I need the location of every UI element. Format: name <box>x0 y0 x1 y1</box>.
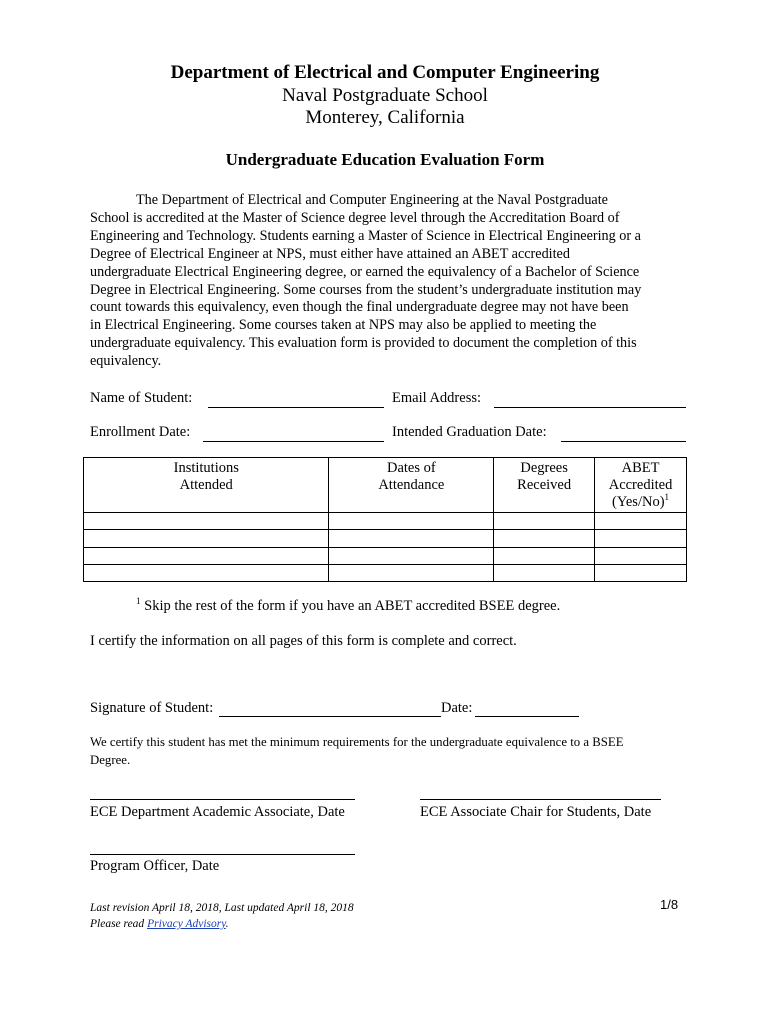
department-title: Department of Electrical and Computer Engineering <box>170 62 600 83</box>
table-row <box>84 530 687 547</box>
signature-date-field[interactable] <box>475 716 579 717</box>
form-title: Undergraduate Education Evaluation Form <box>225 150 545 169</box>
footnote-marker: 1 <box>136 596 141 606</box>
table-cell[interactable] <box>595 547 687 564</box>
column-header-dates <box>329 458 494 513</box>
table-cell[interactable] <box>494 513 595 530</box>
footer-note <box>90 900 354 932</box>
department-certification-line: We certify this student has met the minimum requirements for the undergraduate equivalence to a BSEE <box>90 735 624 749</box>
table-cell[interactable] <box>329 564 494 581</box>
page-number: 1/8 <box>660 897 679 912</box>
intro-line: count towards this equivalency, even though the final undergraduate degree may not have been <box>90 299 629 316</box>
signature-date-label: Date: <box>441 700 473 716</box>
enrollment-date-field[interactable] <box>203 441 384 442</box>
table-cell[interactable] <box>84 547 329 564</box>
graduation-date-label: Intended Graduation Date: <box>392 424 547 440</box>
table-cell[interactable] <box>84 564 329 581</box>
intro-paragraph <box>90 192 682 371</box>
please-read-text: Please read <box>90 918 145 930</box>
table-row <box>84 564 687 581</box>
school-name: Naval Postgraduate School <box>282 85 488 106</box>
program-officer-label: Program Officer, Date <box>90 858 220 874</box>
table-header-row <box>84 458 687 513</box>
column-header-text: (Yes/No) <box>612 494 665 510</box>
column-header-text: Attended <box>179 477 233 493</box>
privacy-note <box>90 916 354 932</box>
intro-line: Engineering and Technology. Students earning a Master of Science in Electrical Engineering or a <box>90 227 641 244</box>
column-header-text <box>595 494 686 511</box>
academic-associate-label: ECE Department Academic Associate, Date <box>90 804 345 820</box>
privacy-advisory-link[interactable]: Privacy Advisory <box>147 918 226 930</box>
student-signature-field[interactable] <box>219 716 441 717</box>
intro-line: equivalency. <box>90 353 162 370</box>
table-row <box>84 513 687 530</box>
table-cell[interactable] <box>494 547 595 564</box>
table-cell[interactable] <box>595 564 687 581</box>
associate-chair-signature-line[interactable] <box>420 799 661 800</box>
table-cell[interactable] <box>84 513 329 530</box>
footnote-marker: 1 <box>664 492 670 502</box>
enrollment-date-label: Enrollment Date: <box>90 424 191 440</box>
program-officer-signature-line[interactable] <box>90 854 355 855</box>
department-certification <box>90 734 624 769</box>
table-cell[interactable] <box>494 530 595 547</box>
intro-line: undergraduate Electrical Engineering degree, or earned the equivalency of a Bachelor of Science <box>90 263 640 280</box>
email-field[interactable] <box>494 407 686 408</box>
table-cell[interactable] <box>494 564 595 581</box>
table-row <box>84 547 687 564</box>
table-cell[interactable] <box>84 530 329 547</box>
intro-line: Degree in Electrical Engineering. Some courses from the student’s undergraduate institution may <box>90 281 642 298</box>
intro-line: Degree of Electrical Engineer at NPS, must either have attained an ABET accredited <box>90 245 570 262</box>
student-signature-label: Signature of Student: <box>90 700 214 716</box>
student-certification: I certify the information on all pages of this form is complete and correct. <box>90 633 517 649</box>
footnote-text: Skip the rest of the form if you have an ABET accredited BSEE degree. <box>144 598 561 614</box>
intro-line: in Electrical Engineering. Some courses taken at NPS may also be applied to meeting the <box>90 317 597 334</box>
name-label: Name of Student: <box>90 390 193 406</box>
column-header-text: ABET <box>621 460 660 476</box>
revision-note: Last revision April 18, 2018, Last updated April 18, 2018 <box>90 902 354 914</box>
academic-associate-signature-line[interactable] <box>90 799 355 800</box>
column-header-text: Dates of <box>386 460 436 476</box>
name-field[interactable] <box>208 407 384 408</box>
column-header-text: Institutions <box>173 460 239 476</box>
associate-chair-label: ECE Associate Chair for Students, Date <box>420 804 652 820</box>
table-cell[interactable] <box>329 530 494 547</box>
department-certification-line: Degree. <box>90 752 131 767</box>
table-cell[interactable] <box>595 513 687 530</box>
column-header-abet <box>595 458 687 513</box>
column-header-text: Accredited <box>608 477 673 493</box>
intro-line: undergraduate equivalency. This evaluation form is provided to document the completion of this <box>90 335 637 352</box>
intro-line: School is accredited at the Master of Science degree level through the Accreditation Board of <box>90 209 620 226</box>
column-header-degrees <box>494 458 595 513</box>
email-label: Email Address: <box>392 390 482 406</box>
column-header-text: Received <box>517 477 572 493</box>
column-header-institutions <box>84 458 329 513</box>
column-header-text: Attendance <box>378 477 445 493</box>
table-cell[interactable] <box>329 547 494 564</box>
table-cell[interactable] <box>329 513 494 530</box>
intro-line: The Department of Electrical and Computer Engineering at the Naval Postgraduate <box>136 192 608 208</box>
footnote <box>136 598 560 615</box>
table-cell[interactable] <box>595 530 687 547</box>
period-text: . <box>225 918 229 930</box>
column-header-text: Degrees <box>520 460 568 476</box>
location: Monterey, California <box>305 107 465 128</box>
graduation-date-field[interactable] <box>561 441 686 442</box>
institutions-table <box>83 457 687 582</box>
